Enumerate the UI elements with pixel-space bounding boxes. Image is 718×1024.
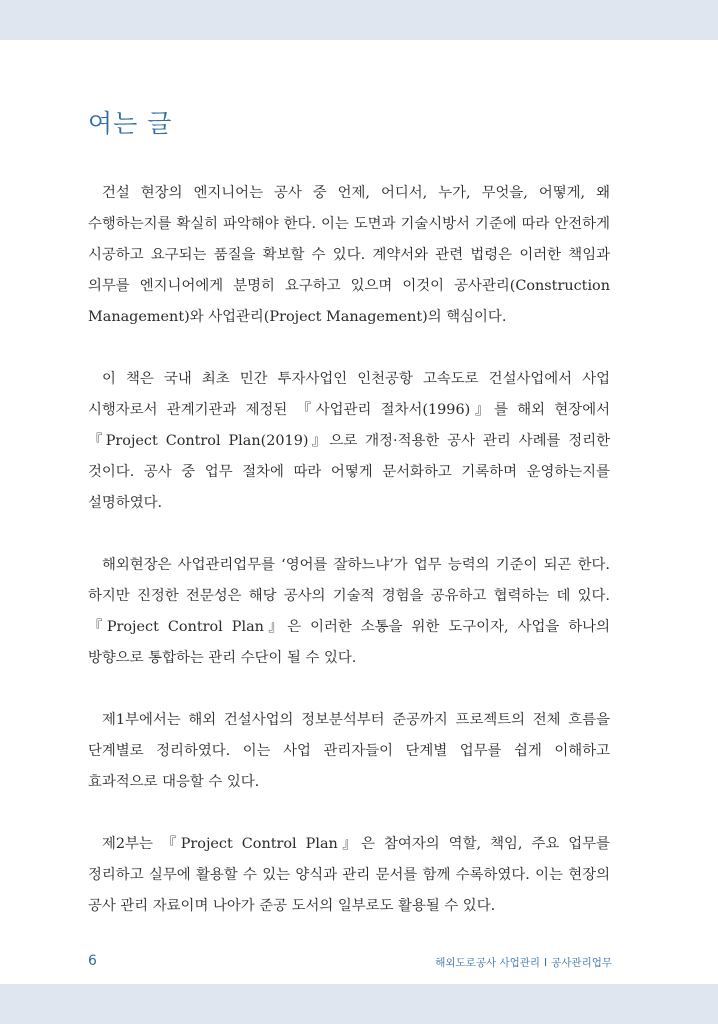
running-footer: [435, 955, 612, 970]
paragraph-4: 제1부에서는 해외 건설사업의 정보분석부터 준공까지 프로젝트의 전체 흐름을 단계별로 정리하였다. 이는 사업 관리자들이 단계별 업무를 쉽게 이해하고 효과적으로 대응할 수 있다.: [88, 712, 610, 790]
paragraph-1: 건설 현장의 엔지니어는 공사 중 언제, 어디서, 누가, 무엇을, 어떻게, 왜 수행하는지를 확실히 파악해야 한다. 이는 도면과 기술시방서 기준에 따라 안전하게 시공하고 요구되는 품질을 확보할 수 있다. 계약서와 관련 법령은 이러한 책임과 의무를 엔지니어에게 분명히 요구하고 있으며 이것이 공사관리(Construction Management)와 사업관리(Project Management)의 핵심이다.: [88, 185, 610, 325]
page-number: 6: [88, 953, 97, 969]
paragraph-2: 이 책은 국내 최초 민간 투자사업인 인천공항 고속도로 건설사업에서 사업 시행자로서 관계기관과 제정된 『사업관리 절차서(1996)』를 해외 현장에서 『Project Control Plan(2019)』으로 개정·적용한 공사 관리 사례를 정리한 것이다. 공사 중 업무 절차에 따라 어떻게 문서화하고 기록하며 운영하는지를 설명하였다.: [88, 371, 610, 511]
page-title: 여는 글: [88, 109, 173, 138]
paragraph-3: 해외현장은 사업관리업무를 ‘영어를 잘하느냐’가 업무 능력의 기준이 되곤 한다. 하지만 진정한 전문성은 해당 공사의 기술적 경험을 공유하고 협력하는 데 있다. 『Project Control Plan』은 이러한 소통을 위한 도구이자, 사업을 하나의 방향으로 통합하는 관리 수단이 될 수 있다.: [88, 557, 610, 666]
top-band: [0, 0, 718, 40]
paragraph-5: 제2부는 『Project Control Plan』은 참여자의 역할, 책임, 주요 업무를 정리하고 실무에 활용할 수 있는 양식과 관리 문서를 함께 수록하였다. 이는 현장의 공사 관리 자료이며 나아가 준공 도서의 일부로도 활용될 수 있다.: [88, 836, 610, 914]
footer-section-title: 공사관리업무: [551, 957, 612, 969]
footer-book-title: 해외도로공사 사업관리: [435, 957, 541, 969]
body-text: [88, 178, 610, 953]
footer-separator: I: [544, 957, 548, 969]
bottom-band: [0, 984, 718, 1024]
